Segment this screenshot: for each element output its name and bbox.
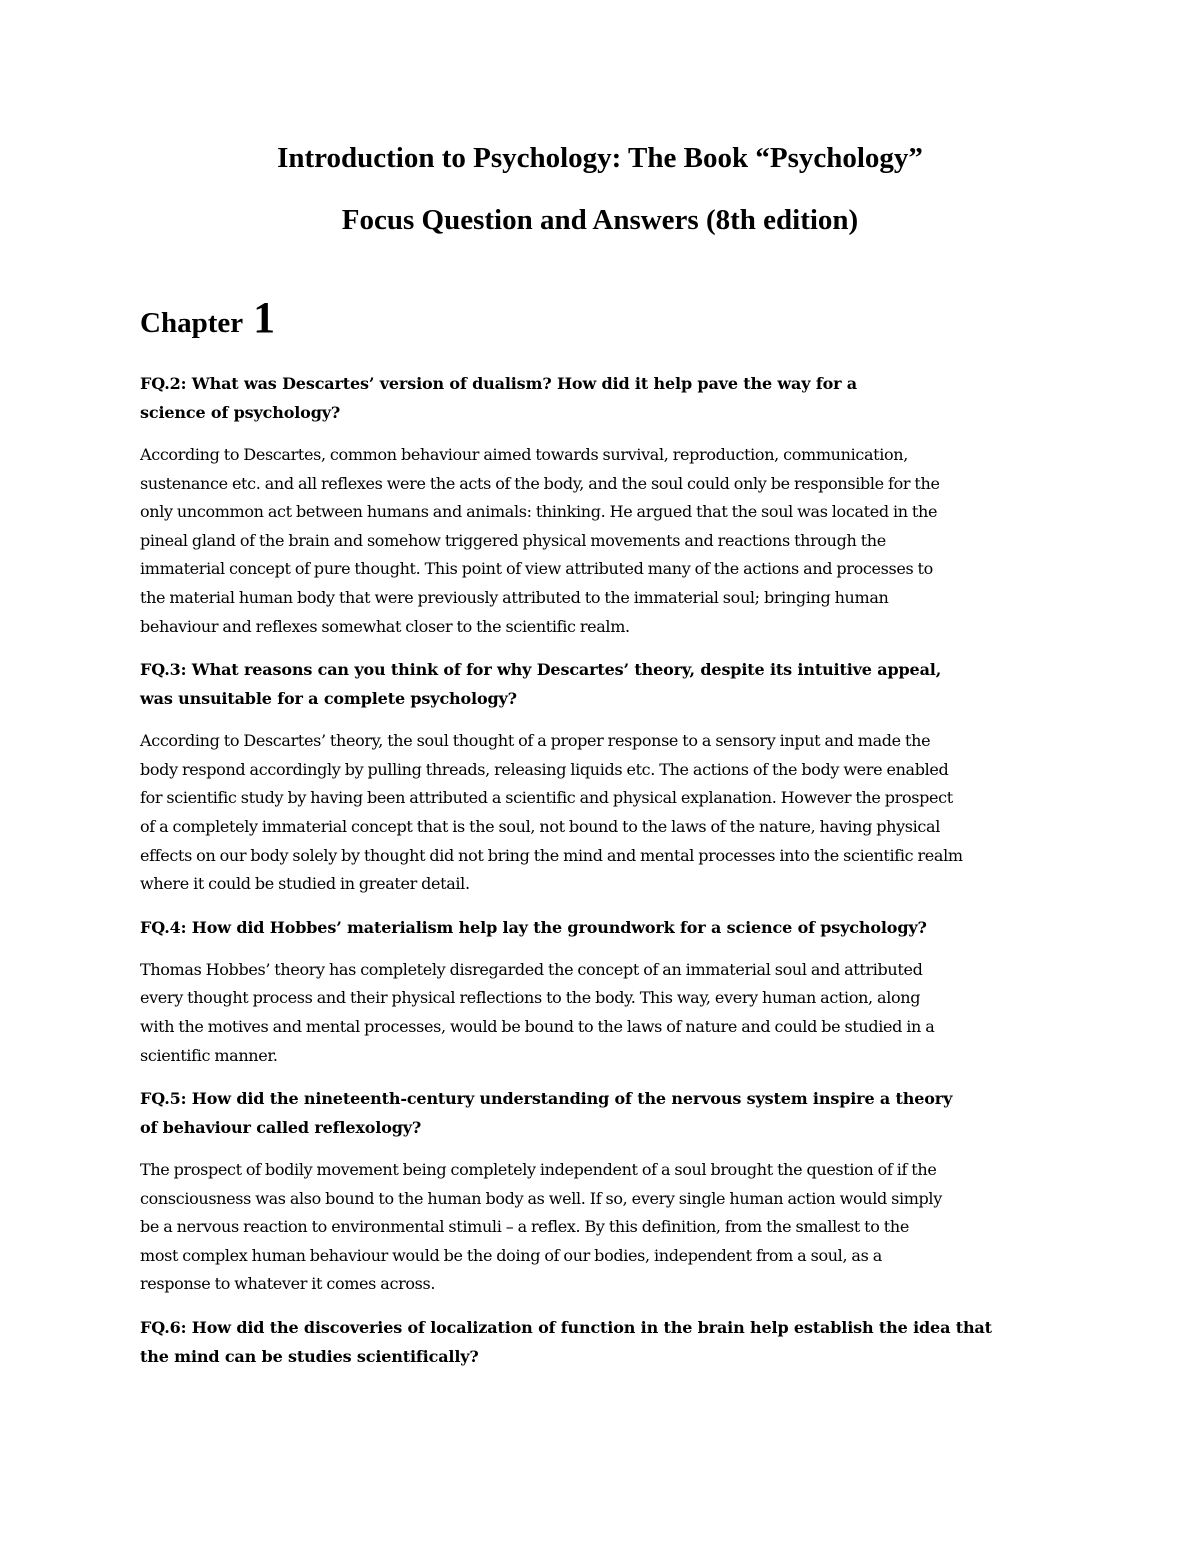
answer-line: where it could be studied in greater detail. bbox=[140, 874, 470, 894]
question-line: FQ.6: How did the discoveries of localization of function in the brain help establish the idea that bbox=[140, 1318, 992, 1338]
answer-line: behaviour and reflexes somewhat closer to the scientific realm. bbox=[140, 616, 630, 636]
answer-paragraph bbox=[140, 956, 1070, 1070]
chapter-heading bbox=[140, 292, 275, 343]
question-line: FQ.4: How did Hobbes’ materialism help lay the groundwork for a science of psychology? bbox=[140, 917, 927, 937]
document-subtitle: Focus Question and Answers (8th edition) bbox=[341, 204, 859, 236]
answer-line: consciousness was also bound to the human body as well. If so, every single human action would simply bbox=[140, 1188, 942, 1208]
answer-line: most complex human behaviour would be the doing of our bodies, independent from a soul, as a bbox=[140, 1245, 882, 1265]
answer-line: body respond accordingly by pulling threads, releasing liquids etc. The actions of the body were enabled bbox=[140, 759, 949, 779]
question-line: the mind can be studies scientifically? bbox=[140, 1347, 479, 1367]
answer-line: be a nervous reaction to environmental stimuli – a reflex. By this definition, from the smallest to the bbox=[140, 1217, 909, 1237]
question-line: of behaviour called reflexology? bbox=[140, 1118, 422, 1138]
answer-line: with the motives and mental processes, would be bound to the laws of nature and could be studied in a bbox=[140, 1016, 935, 1036]
focus-question bbox=[140, 369, 1070, 427]
focus-question bbox=[140, 913, 1070, 942]
answer-line: The prospect of bodily movement being completely independent of a soul brought the question of if the bbox=[140, 1160, 937, 1180]
answer-line: of a completely immaterial concept that is the soul, not bound to the laws of the nature, having physical bbox=[140, 816, 940, 836]
document-body bbox=[140, 369, 1070, 1385]
question-line: was unsuitable for a complete psychology? bbox=[140, 689, 517, 709]
answer-paragraph bbox=[140, 441, 1070, 641]
answer-line: effects on our body solely by thought did not bring the mind and mental processes into the scientific realm bbox=[140, 845, 963, 865]
answer-line: the material human body that were previously attributed to the immaterial soul; bringing human bbox=[140, 587, 889, 607]
answer-line: According to Descartes, common behaviour aimed towards survival, reproduction, communication, bbox=[140, 445, 908, 464]
answer-line: pineal gland of the brain and somehow triggered physical movements and reactions through the bbox=[140, 530, 886, 550]
focus-question bbox=[140, 1313, 1070, 1371]
question-line: FQ.3: What reasons can you think of for why Descartes’ theory, despite its intuitive appeal, bbox=[140, 660, 942, 680]
answer-line: Thomas Hobbes’ theory has completely disregarded the concept of an immaterial soul and attributed bbox=[140, 959, 923, 979]
answer-line: sustenance etc. and all reflexes were the acts of the body, and the soul could only be responsible for the bbox=[140, 473, 940, 493]
focus-question bbox=[140, 655, 1070, 713]
answer-line: According to Descartes’ theory, the soul thought of a proper response to a sensory input and made the bbox=[140, 731, 931, 751]
answer-paragraph bbox=[140, 1156, 1070, 1299]
answer-line: immaterial concept of pure thought. This point of view attributed many of the actions and processes to bbox=[140, 559, 933, 579]
answer-line: response to whatever it comes across. bbox=[140, 1274, 436, 1294]
answer-paragraph bbox=[140, 727, 1070, 899]
question-line: science of psychology? bbox=[140, 403, 341, 422]
question-line: FQ.2: What was Descartes’ version of dualism? How did it help pave the way for a bbox=[140, 374, 858, 393]
document-title: Introduction to Psychology: The Book “Psychology” bbox=[277, 142, 923, 174]
answer-line: every thought process and their physical reflections to the body. This way, every human action, along bbox=[140, 988, 921, 1008]
chapter-number: 1 bbox=[253, 293, 276, 342]
answer-line: scientific manner. bbox=[140, 1045, 278, 1065]
answer-line: only uncommon act between humans and animals: thinking. He argued that the soul was located in the bbox=[140, 502, 938, 522]
question-line: FQ.5: How did the nineteenth-century understanding of the nervous system inspire a theory bbox=[140, 1089, 953, 1109]
focus-question bbox=[140, 1084, 1070, 1142]
chapter-label: Chapter bbox=[140, 307, 244, 339]
answer-line: for scientific study by having been attributed a scientific and physical explanation. However the prospect bbox=[140, 788, 953, 808]
